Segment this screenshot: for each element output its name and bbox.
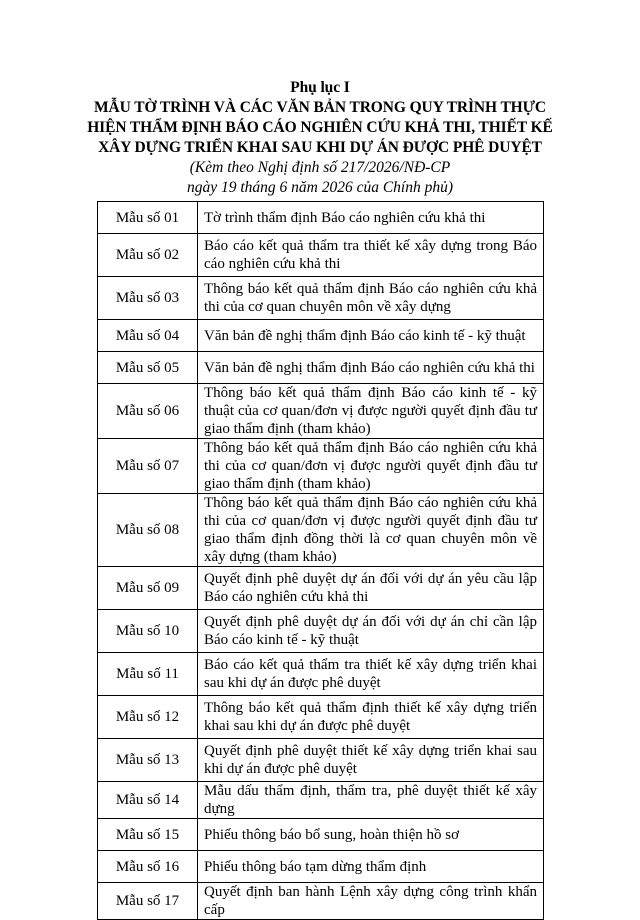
form-description: Quyết định phê duyệt thiết kế xây dựng triển khai sau khi dự án được phê duyệt bbox=[198, 739, 544, 782]
form-description: Thông báo kết quả thẩm định Báo cáo nghiên cứu khả thi của cơ quan chuyên môn về xây dựng bbox=[198, 277, 544, 320]
table-row bbox=[98, 320, 544, 352]
form-number: Mẫu số 12 bbox=[98, 696, 198, 739]
form-description: Quyết định phê duyệt dự án đối với dự án chỉ cần lập Báo cáo kinh tế - kỹ thuật bbox=[198, 610, 544, 653]
table-row bbox=[98, 277, 544, 320]
form-description: Thông báo kết quả thẩm định Báo cáo nghiên cứu khả thi của cơ quan/đơn vị được người quyết định đầu tư giao thẩm định (tham khảo) bbox=[198, 439, 544, 494]
form-number: Mẫu số 07 bbox=[98, 439, 198, 494]
title-line: MẪU TỜ TRÌNH VÀ CÁC VĂN BẢN TRONG QUY TRÌNH THỰC bbox=[94, 99, 546, 116]
form-description: Quyết định ban hành Lệnh xây dựng công trình khẩn cấp bbox=[198, 883, 544, 920]
form-number: Mẫu số 01 bbox=[98, 202, 198, 234]
form-number: Mẫu số 06 bbox=[98, 384, 198, 439]
document-header bbox=[0, 78, 640, 198]
form-number: Mẫu số 16 bbox=[98, 851, 198, 883]
table-row bbox=[98, 819, 544, 851]
form-number: Mẫu số 05 bbox=[98, 352, 198, 384]
form-description: Thông báo kết quả thẩm định thiết kế xây dựng triển khai sau khi dự án được phê duyệt bbox=[198, 696, 544, 739]
table-row bbox=[98, 696, 544, 739]
title-line: XÂY DỰNG TRIỂN KHAI SAU KHI DỰ ÁN ĐƯỢC PHÊ DUYỆT bbox=[98, 139, 542, 156]
form-description: Mẫu dấu thẩm định, thẩm tra, phê duyệt thiết kế xây dựng bbox=[198, 782, 544, 819]
form-description: Thông báo kết quả thẩm định Báo cáo nghiên cứu khả thi của cơ quan/đơn vị được người quyết định đầu tư giao thẩm định đồng thời là cơ quan chuyên môn về xây dựng (tham khảo) bbox=[198, 494, 544, 567]
table-row bbox=[98, 851, 544, 883]
form-description: Quyết định phê duyệt dự án đối với dự án yêu cầu lập Báo cáo nghiên cứu khả thi bbox=[198, 567, 544, 610]
form-number: Mẫu số 15 bbox=[98, 819, 198, 851]
subtitle-line: ngày 19 tháng 6 năm 2026 của Chính phủ) bbox=[186, 179, 454, 196]
form-number: Mẫu số 13 bbox=[98, 739, 198, 782]
table-row bbox=[98, 494, 544, 567]
form-description: Phiếu thông báo tạm dừng thẩm định bbox=[198, 851, 544, 883]
form-description: Phiếu thông báo bổ sung, hoàn thiện hồ sơ bbox=[198, 819, 544, 851]
table-row bbox=[98, 567, 544, 610]
subtitle-line: (Kèm theo Nghị định số 217/2026/NĐ-CP bbox=[189, 159, 451, 176]
form-description: Văn bản đề nghị thẩm định Báo cáo nghiên cứu khả thi bbox=[198, 352, 544, 384]
table-row bbox=[98, 439, 544, 494]
form-number: Mẫu số 14 bbox=[98, 782, 198, 819]
form-description: Tờ trình thẩm định Báo cáo nghiên cứu khả thi bbox=[198, 202, 544, 234]
table-row bbox=[98, 352, 544, 384]
table-row bbox=[98, 610, 544, 653]
form-description: Báo cáo kết quả thẩm tra thiết kế xây dựng trong Báo cáo nghiên cứu khả thi bbox=[198, 234, 544, 277]
table-row bbox=[98, 653, 544, 696]
title-line: HIỆN THẨM ĐỊNH BÁO CÁO NGHIÊN CỨU KHẢ THI, THIẾT KẾ bbox=[87, 119, 553, 136]
forms-table-body bbox=[98, 202, 544, 920]
forms-table bbox=[97, 201, 544, 920]
table-row bbox=[98, 782, 544, 819]
table-row bbox=[98, 202, 544, 234]
table-row bbox=[98, 883, 544, 920]
appendix-title: Phụ lục I bbox=[290, 79, 350, 96]
form-number: Mẫu số 10 bbox=[98, 610, 198, 653]
table-row bbox=[98, 234, 544, 277]
form-number: Mẫu số 04 bbox=[98, 320, 198, 352]
form-number: Mẫu số 11 bbox=[98, 653, 198, 696]
form-description: Thông báo kết quả thẩm định Báo cáo kinh tế - kỹ thuật của cơ quan/đơn vị được người quyết định đầu tư giao thẩm định (tham khảo) bbox=[198, 384, 544, 439]
form-number: Mẫu số 08 bbox=[98, 494, 198, 567]
form-number: Mẫu số 02 bbox=[98, 234, 198, 277]
form-number: Mẫu số 17 bbox=[98, 883, 198, 920]
form-description: Văn bản đề nghị thẩm định Báo cáo kinh tế - kỹ thuật bbox=[198, 320, 544, 352]
table-row bbox=[98, 384, 544, 439]
form-description: Báo cáo kết quả thẩm tra thiết kế xây dựng triển khai sau khi dự án được phê duyệt bbox=[198, 653, 544, 696]
form-number: Mẫu số 09 bbox=[98, 567, 198, 610]
form-number: Mẫu số 03 bbox=[98, 277, 198, 320]
table-row bbox=[98, 739, 544, 782]
